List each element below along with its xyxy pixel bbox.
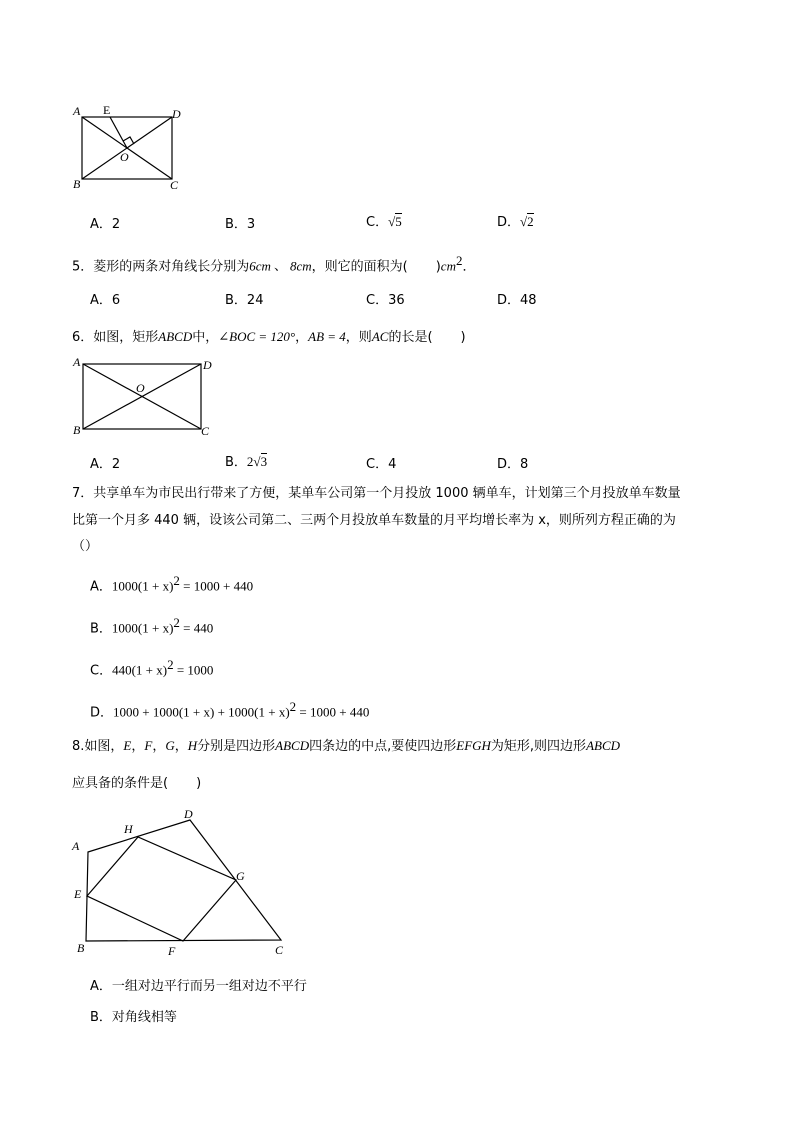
- q7-option-a[interactable]: [90, 573, 253, 594]
- question6-figure: [70, 352, 220, 444]
- label-b: B: [73, 177, 81, 191]
- label-o: O: [120, 150, 129, 164]
- label-h: H: [124, 822, 133, 836]
- question4-figure: [70, 100, 190, 195]
- quad-efgh: EFGH: [456, 738, 491, 753]
- label-c: C: [201, 424, 210, 438]
- q8-text: ，: [152, 739, 166, 754]
- label-g: G: [236, 869, 245, 883]
- sqrt-radicand: 2: [527, 214, 534, 229]
- q8-text: 8.如图，: [72, 739, 124, 754]
- quadrilateral-efgh: [87, 837, 236, 941]
- q6-angle: ∠BOC = 120°: [218, 329, 296, 344]
- option-label: A．: [90, 579, 112, 595]
- q5-separator: 、: [273, 259, 287, 275]
- q5-length-2: 8cm: [289, 258, 312, 274]
- label-c: C: [275, 943, 284, 957]
- q5-option-c[interactable]: C．36: [366, 293, 405, 308]
- rectangle-abcd: [82, 117, 172, 179]
- q4-option-c[interactable]: [366, 211, 402, 230]
- q5-option-a[interactable]: A．6: [90, 293, 121, 308]
- sqrt-sign: √: [520, 214, 528, 229]
- q6-stem: [72, 326, 466, 345]
- quad-abcd: ABCD: [275, 738, 310, 753]
- q8-text: 四条边的中点,要使四边形: [309, 739, 457, 754]
- label-a: A: [73, 104, 81, 118]
- point-h: H: [187, 738, 198, 753]
- q5-text: ．: [462, 259, 476, 275]
- q6-option-b[interactable]: [225, 451, 267, 470]
- q7-stem-line-1: 7．共享单车为市民出行带来了方便，某单车公司第一个月投放 1000 辆单车，计划第三个月投放单车数量: [72, 486, 681, 501]
- label-e: E: [74, 887, 82, 901]
- label-c: C: [170, 178, 179, 192]
- equation-lhs: 440(1 + x): [112, 662, 168, 678]
- q6-ab: AB = 4: [308, 329, 346, 344]
- q4-option-d[interactable]: [497, 211, 534, 230]
- q7-option-d[interactable]: [90, 699, 369, 720]
- q5-text: ): [435, 259, 441, 275]
- q4-option-a[interactable]: A．2: [90, 217, 121, 232]
- q5-unit-exponent: 2: [455, 253, 463, 268]
- q6-text: ): [460, 330, 466, 345]
- q7-option-c[interactable]: [90, 657, 213, 678]
- exponent: 2: [173, 615, 180, 630]
- coefficient: 2: [246, 454, 254, 469]
- label-d: D: [184, 807, 193, 821]
- q8-text: ，: [131, 739, 145, 754]
- label-a: A: [73, 355, 81, 369]
- q5-length-1: 6cm: [249, 258, 271, 274]
- equation-lhs: 1000(1 + x): [111, 620, 174, 636]
- q7-stem-line-3: （）: [72, 539, 99, 554]
- q5-option-d[interactable]: D．48: [497, 293, 537, 308]
- equation-rhs: = 440: [179, 620, 214, 636]
- label-f: F: [168, 944, 176, 958]
- equation-lhs: 1000(1 + x): [111, 578, 174, 594]
- rectangle-abcd: [83, 364, 201, 429]
- exponent: 2: [167, 657, 174, 672]
- q5-stem: [72, 253, 475, 274]
- q6-text: ，则: [345, 330, 372, 345]
- q8-text: 为矩形,则四边形: [490, 739, 587, 754]
- q8-option-b[interactable]: B．对角线相等: [90, 1010, 177, 1025]
- sqrt-sign: √: [253, 454, 261, 469]
- option-label: D．: [497, 215, 521, 230]
- label-o: O: [136, 381, 145, 395]
- exponent: 2: [173, 573, 180, 588]
- q7-option-b[interactable]: [90, 615, 213, 636]
- q6-option-d[interactable]: D．8: [497, 457, 529, 472]
- quad-abcd: ABCD: [586, 738, 621, 753]
- equation-lhs: 1000 + 1000(1 + x) + 1000(1 + x): [113, 704, 290, 720]
- q6-text: 6．如图，矩形: [72, 330, 159, 345]
- quadrilateral-abcd: [86, 820, 281, 941]
- question8-figure: [68, 805, 298, 965]
- point-e: E: [123, 738, 132, 753]
- label-d: D: [203, 358, 212, 372]
- point-f: F: [144, 738, 153, 753]
- label-b: B: [73, 423, 81, 437]
- q7-stem-line-2: 比第一个月多 440 辆，设该公司第二、三两个月投放单车数量的月平均增长率为 x，则所列方程正确的为: [72, 513, 676, 528]
- q6-option-c[interactable]: C．4: [366, 457, 397, 472]
- q6-text: 中，: [192, 330, 219, 345]
- point-g: G: [165, 738, 175, 753]
- q6-ac: AC: [371, 329, 389, 344]
- q6-option-a[interactable]: A．2: [90, 457, 121, 472]
- q5-option-b[interactable]: B．24: [225, 293, 264, 308]
- sqrt-radicand: 5: [395, 214, 402, 229]
- q8-text: 分别是四边形: [197, 739, 276, 754]
- q4-option-b[interactable]: B．3: [225, 217, 256, 232]
- sqrt-radicand: 3: [260, 454, 268, 469]
- equation-rhs: = 1000 + 440: [296, 704, 370, 720]
- q5-text: ，则它的面积为(: [311, 259, 408, 275]
- option-label: C．: [90, 663, 113, 679]
- q6-rect-name: ABCD: [158, 329, 193, 344]
- q5-text: 5．菱形的两条对角线长分别为: [72, 259, 250, 275]
- option-label: D．: [90, 705, 114, 721]
- label-d: D: [172, 107, 181, 121]
- label-a: A: [72, 839, 80, 853]
- option-label: B．: [225, 455, 247, 470]
- q8-option-a[interactable]: A．一组对边平行而另一组对边不平行: [90, 979, 307, 994]
- option-label: C．: [366, 215, 389, 230]
- equation-rhs: = 1000 + 440: [179, 578, 254, 594]
- q8-text: 应具备的条件是(: [72, 776, 169, 791]
- sqrt-sign: √: [388, 214, 396, 229]
- q8-stem-line-1: [72, 735, 620, 754]
- exponent: 2: [289, 699, 297, 714]
- label-e: E: [103, 103, 111, 117]
- option-label: B．: [90, 621, 112, 637]
- label-b: B: [77, 941, 85, 955]
- q6-text: 的长是(: [388, 330, 433, 345]
- q8-text: ，: [174, 739, 188, 754]
- q6-text: ，: [295, 330, 309, 345]
- q5-unit: cm: [440, 258, 456, 274]
- q8-text: ): [196, 776, 202, 791]
- q8-stem-line-2: [72, 772, 201, 791]
- equation-rhs: = 1000: [173, 662, 214, 678]
